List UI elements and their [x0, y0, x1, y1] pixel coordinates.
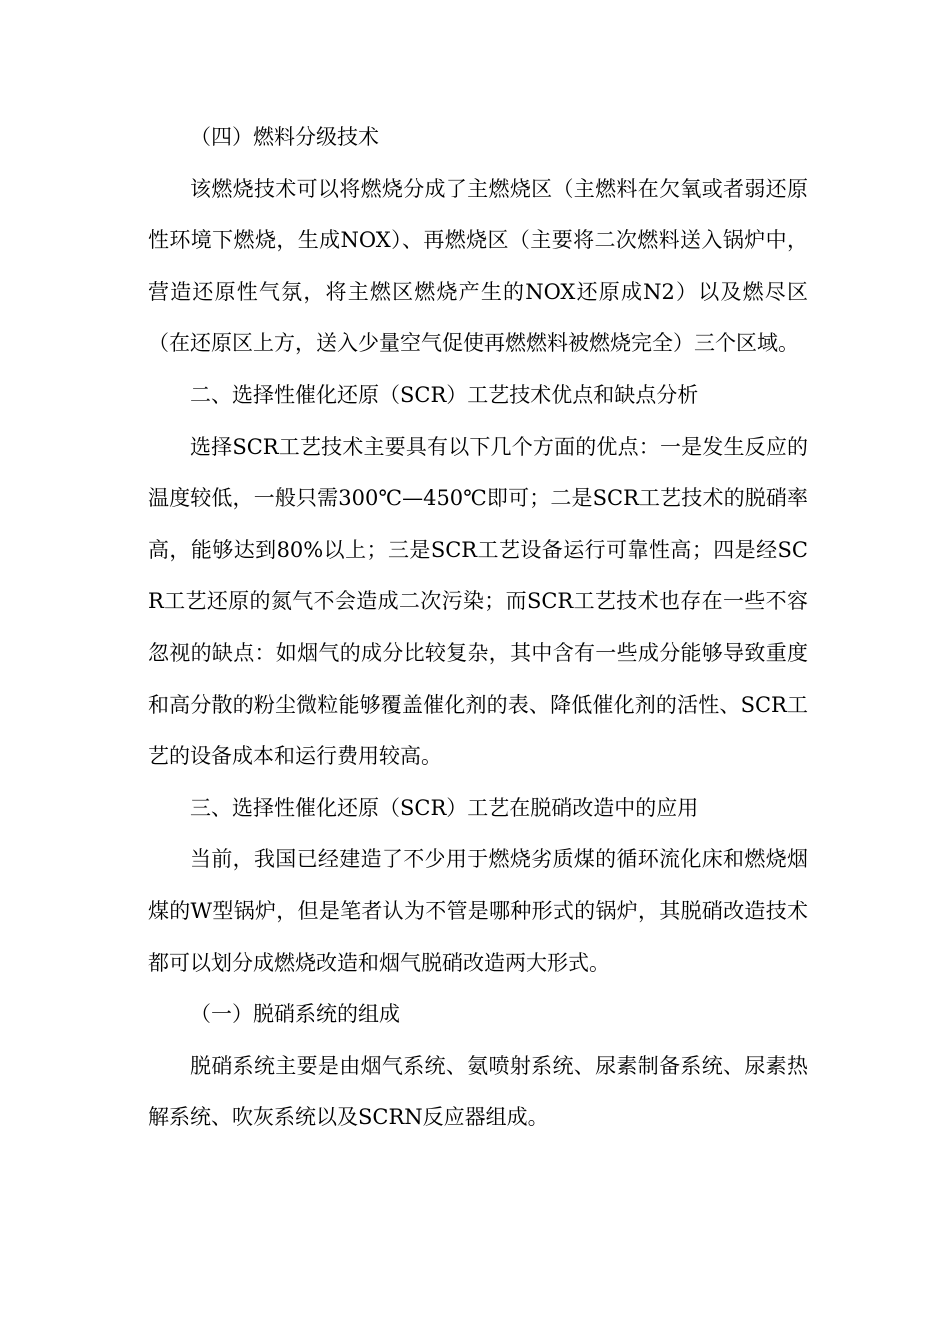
section-heading-scr-pros-cons: 二、选择性催化还原（SCR）工艺技术优点和缺点分析 [190, 382, 699, 407]
paragraph-scr-pros-cons: 选择SCR工艺技术主要具有以下几个方面的优点：一是发生反应的温度较低，一般只需300℃—450℃即可；二是SCR工艺技术的脱硝率高，能够达到80%以上；三是SCR工艺设备运行可靠性高；四是经SCR工艺还原的氮气不会造成二次污染；而SCR工艺技术也存在一些不容忽视的缺点：如烟气的成分比较复杂，其中含有一些成分能够导致重度和高分散的粉尘微粒能够覆盖催化剂的表、降低催化剂的活性、SCR工艺的设备成本和运行费用较高。 [148, 434, 808, 769]
section-heading-denitration-system: （一）脱硝系统的组成 [190, 1002, 400, 1027]
section-heading-scr-application: 三、选择性催化还原（SCR）工艺在脱硝改造中的应用 [190, 795, 699, 820]
paragraph-fuel-staging: 该燃烧技术可以将燃烧分成了主燃烧区（主燃料在欠氧或者弱还原性环境下燃烧，生成NOX）、再燃烧区（主要将二次燃料送入锅炉中，营造还原性气氛，将主燃区燃烧产生的NOX还原成N2）以及燃尽区（在还原区上方，送入少量空气促使再燃燃料被燃烧完全）三个区域。 [148, 176, 808, 356]
section-heading-fuel-staging: （四）燃料分级技术 [190, 125, 379, 149]
paragraph-scr-application: 当前，我国已经建造了不少用于燃烧劣质煤的循环流化床和燃烧烟煤的W型锅炉，但是笔者认为不管是哪种形式的锅炉，其脱硝改造技术都可以划分成燃烧改造和烟气脱硝改造两大形式。 [148, 847, 808, 975]
paragraph-denitration-system: 脱硝系统主要是由烟气系统、氨喷射系统、尿素制备系统、尿素热解系统、吹灰系统以及SCRN反应器组成。 [148, 1053, 808, 1130]
document-body [148, 112, 808, 1144]
